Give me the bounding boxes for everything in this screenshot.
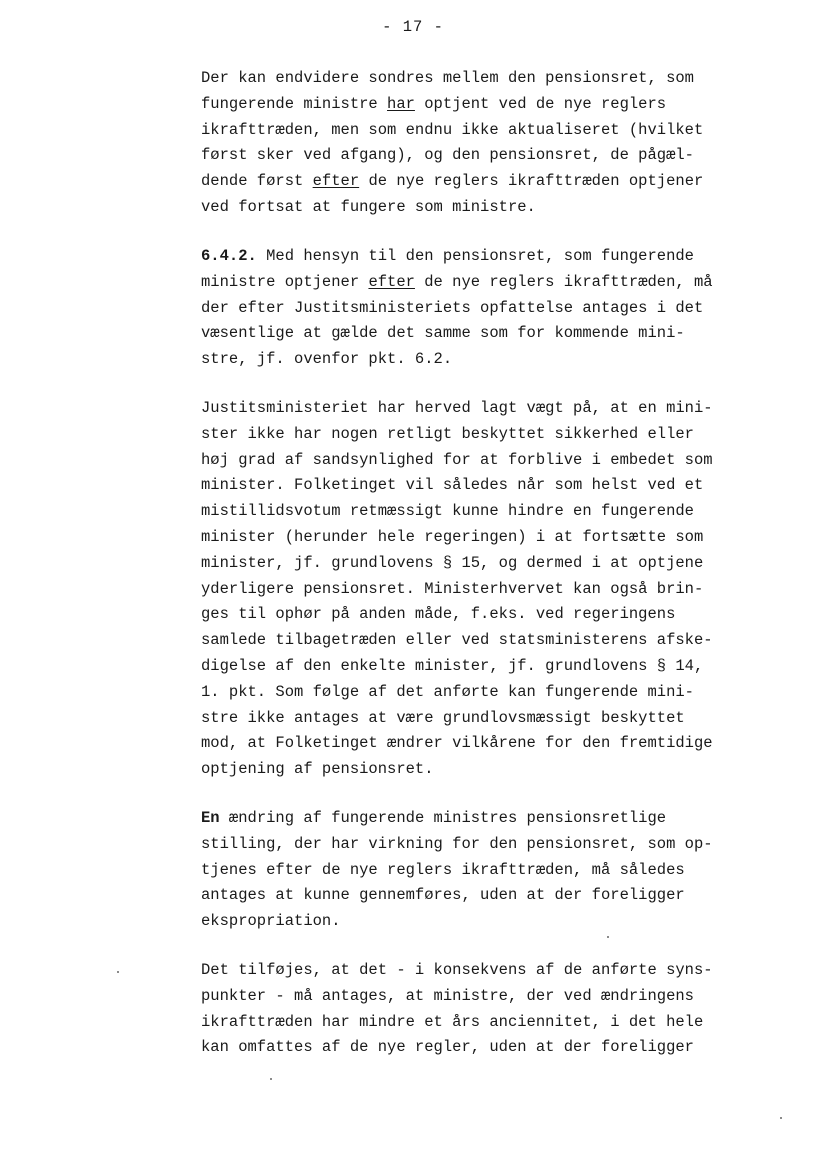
text-segment: Der kan endvidere sondres mellem den pensionsret, som (201, 69, 694, 87)
text-line (201, 757, 781, 783)
scan-speck (607, 936, 609, 938)
text-segment: de nye reglers ikrafttræden, må (414, 272, 713, 291)
text-line (201, 909, 781, 935)
text-line (201, 628, 781, 654)
text-segment: minister. Folketinget vil således når som helst ved et (201, 476, 704, 495)
text-segment: høj grad af sandsynlighed for at forblive i embedet som (201, 450, 713, 469)
text-segment: mod, at Folketinget ændrer vilkårene for den fremtidige (201, 734, 713, 753)
text-segment: punkter - må antages, at ministre, der ved ændringens (201, 986, 694, 1005)
text-line (201, 731, 781, 757)
text-line (201, 195, 781, 221)
text-line (201, 473, 781, 499)
text-segment: tjenes efter de nye reglers ikrafttræden, må således (201, 860, 685, 879)
text-line (201, 883, 781, 909)
text-segment: 1. pkt. Som følge af det anførte kan fungerende mini- (201, 682, 694, 701)
paragraph-amendment-conclusion (201, 806, 781, 935)
text-segment: mistillidsvotum retmæssigt kunne hindre en fungerende (201, 502, 694, 521)
text-segment: Det tilføjes, at det - i konsekvens af de anførte syns- (201, 961, 713, 979)
text-line (201, 525, 781, 551)
text-line (201, 448, 781, 474)
text-segment: ikrafttræden har mindre et års anciennitet, i det hele (201, 1012, 704, 1031)
text-line (201, 396, 781, 422)
text-segment: kan omfattes af de nye regler, uden at der foreligger (201, 1038, 694, 1057)
text-line (201, 143, 781, 169)
text-segment: væsentlige at gælde det samme som for kommende mini- (201, 324, 685, 343)
text-segment: først sker ved afgang), og den pensionsret, de pågæl- (201, 146, 694, 165)
page-number: - 17 - (382, 18, 444, 36)
text-line (201, 347, 781, 373)
text-line (201, 680, 781, 706)
text-segment: minister (herunder hele regeringen) i at fortsætte som (201, 527, 704, 546)
text-segment: Justitsministeriet har herved lagt vægt på, at en mini- (201, 399, 713, 417)
text-segment: antages at kunne gennemføres, uden at der foreligger (201, 886, 685, 905)
text-line (201, 654, 781, 680)
underlined-word: har (387, 94, 415, 113)
text-segment: ændring af fungerende ministres pensionsretlige (219, 809, 667, 827)
scan-speck (117, 971, 119, 973)
text-line (201, 169, 781, 195)
text-line (201, 958, 781, 984)
text-line (201, 244, 781, 270)
text-line (201, 321, 781, 347)
text-line (201, 1035, 781, 1061)
text-line (201, 551, 781, 577)
text-line (201, 858, 781, 884)
scan-speck (780, 1117, 782, 1119)
paragraph-pension-distinction (201, 66, 781, 221)
text-line (201, 270, 781, 296)
text-line (201, 706, 781, 732)
bold-text: En (201, 809, 220, 827)
text-line (201, 984, 781, 1010)
text-segment: minister, jf. grundlovens § 15, og dermed i at optjene (201, 553, 704, 572)
text-line (201, 118, 781, 144)
text-segment: samlede tilbagetræden eller ved statsministerens afske- (201, 631, 713, 650)
text-line (201, 806, 781, 832)
text-segment: stilling, der har virkning for den pensionsret, som op- (201, 834, 713, 853)
text-line (201, 577, 781, 603)
text-segment: digelse af den enkelte minister, jf. grundlovens § 14, (201, 656, 704, 675)
text-segment: ster ikke har nogen retligt beskyttet sikkerhed eller (201, 424, 694, 443)
bold-text: 6.4.2. (201, 247, 257, 265)
text-line (201, 602, 781, 628)
text-segment: fungerende ministre (201, 94, 388, 113)
text-segment: der efter Justitsministeriets opfattelse antages i det (201, 298, 704, 317)
paragraph-addendum (201, 958, 781, 1061)
text-line (201, 1010, 781, 1036)
text-segment: optjening af pensionsret. (201, 760, 434, 779)
paragraph-justice-ministry-reasoning (201, 396, 781, 783)
text-segment: yderligere pensionsret. Ministerhvervet kan også brin- (201, 579, 704, 598)
text-segment: de nye reglers ikrafttræden optjener (359, 172, 704, 191)
text-segment: ges til ophør på anden måde, f.eks. ved regeringens (201, 605, 676, 624)
underlined-word: efter (312, 172, 360, 191)
text-line (201, 422, 781, 448)
text-segment: optjent ved de nye reglers (414, 94, 667, 113)
text-segment: stre, jf. ovenfor pkt. 6.2. (201, 350, 453, 369)
underlined-word: efter (368, 272, 415, 291)
text-segment: Med hensyn til den pensionsret, som fungerende (256, 247, 694, 265)
text-line (201, 66, 781, 92)
text-line (201, 499, 781, 525)
text-line (201, 296, 781, 322)
text-segment: ministre optjener (201, 272, 369, 291)
paragraph-6-4-2 (201, 244, 781, 373)
text-segment: ved fortsat at fungere som ministre. (201, 197, 536, 216)
text-segment: ikrafttræden, men som endnu ikke aktualiseret (hvilket (201, 120, 704, 139)
text-segment: ekspropriation. (201, 912, 341, 931)
text-line (201, 832, 781, 858)
text-segment: stre ikke antages at være grundlovsmæssigt beskyttet (201, 708, 685, 727)
text-segment: dende først (201, 172, 313, 191)
scan-speck (270, 1078, 272, 1080)
text-line (201, 92, 781, 118)
